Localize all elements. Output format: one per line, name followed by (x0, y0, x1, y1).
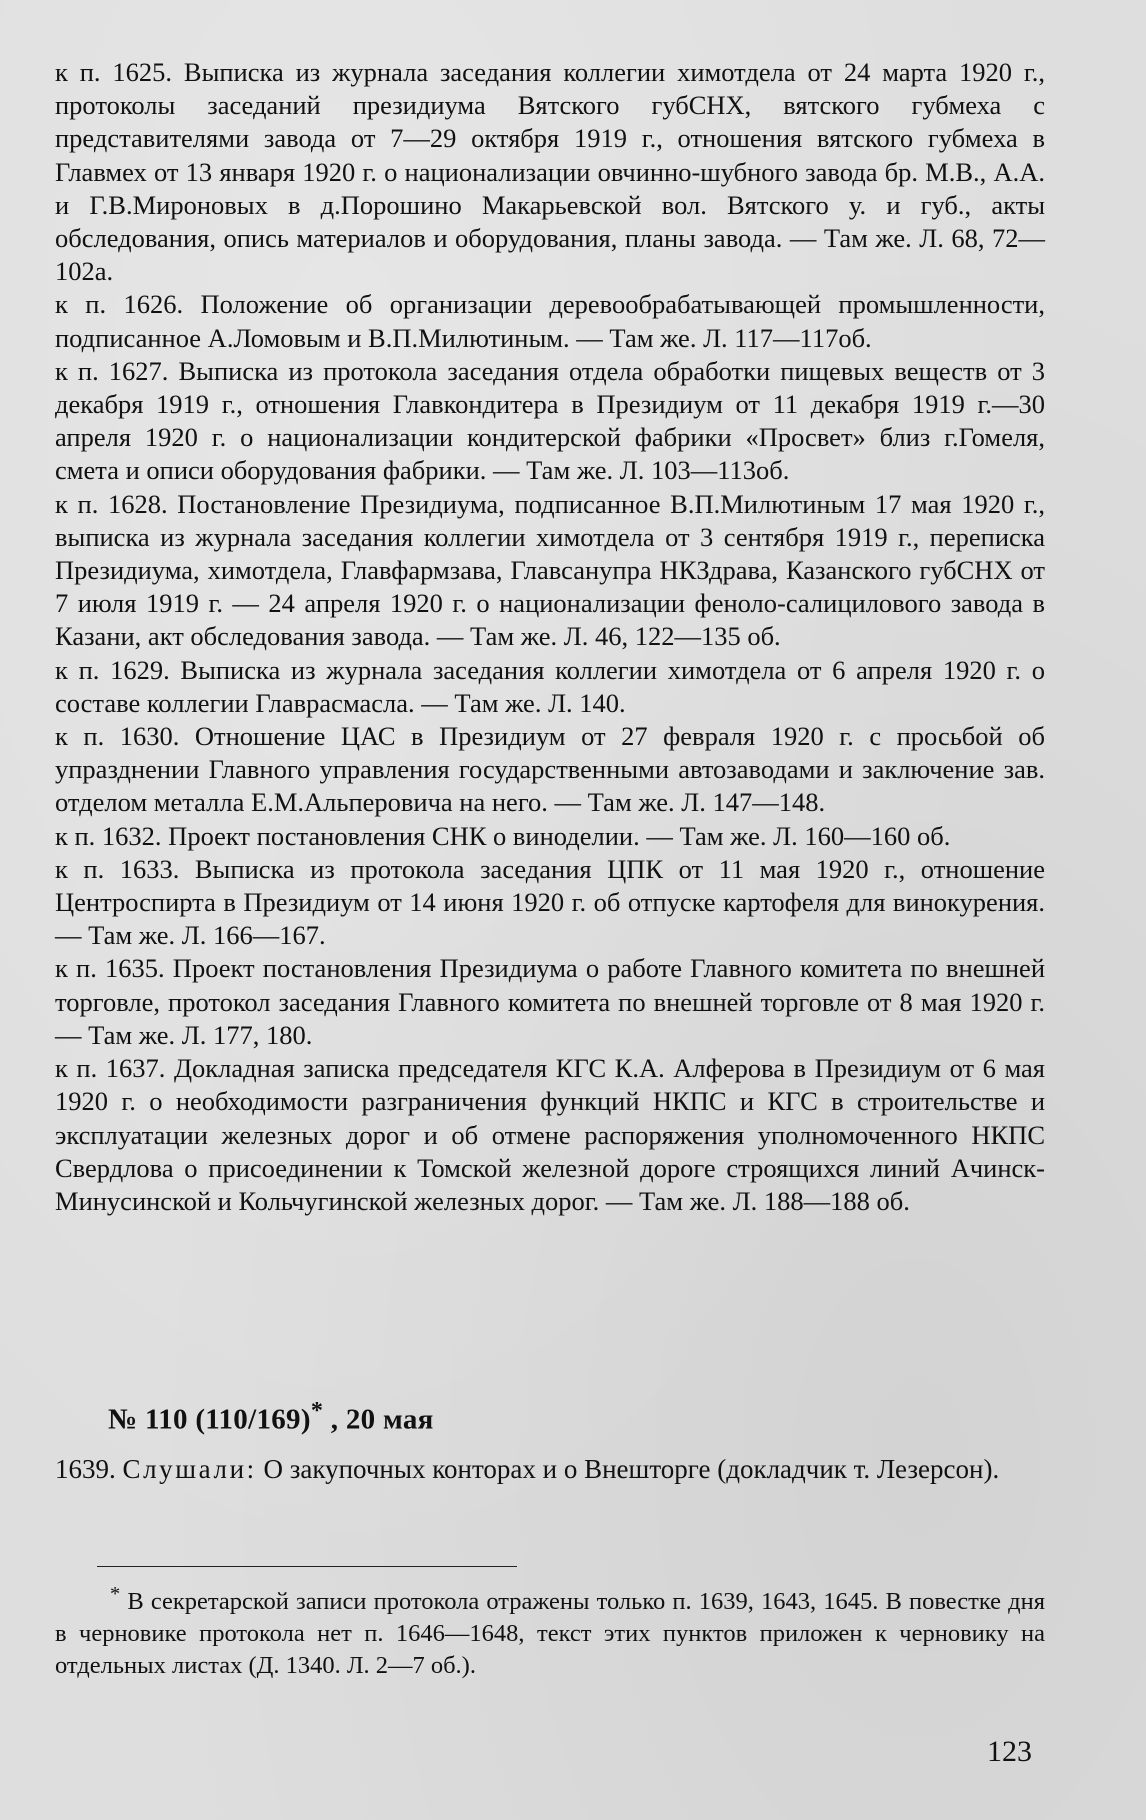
reference-entry-1627: к п. 1627. Выписка из протокола заседания отдела обработки пищевых веществ от 3 декабря 1919 г., отношения Главкондитера в Президиум от 11 декабря 1919 г.—30 апреля 1920 г. о национализации кондитерской фабрики «Просвет» близ г.Гомеля, смета и описи оборудования фабрики. — Там же. Л. 103—113об. (55, 355, 1045, 486)
reference-entry-1633: к п. 1633. Выписка из протокола заседания ЦПК от 11 мая 1920 г., отношение Центроспирта в Президиум от 14 июня 1920 г. об отпуске картофеля для винокурения. — Там же. Л. 166—167. (55, 853, 1045, 951)
reference-entry-1628: к п. 1628. Постановление Президиума, подписанное В.П.Милютиным 17 мая 1920 г., выписка из журнала заседания коллегии химотдела от 3 сентября 1919 г., переписка Президиума, химотдела, Главфармзава, Главсанупра НКЗдрава, Казанского губСНХ от 7 июля 1919 г. — 24 апреля 1920 г. о национализации феноло-салицилового завода в Казани, акт обследования завода. — Там же. Л. 46, 122—135 об. (55, 488, 1045, 652)
session-number: № 110 (110/169) (108, 1403, 311, 1436)
reference-entry-1630: к п. 1630. Отношение ЦАС в Президиум от 27 февраля 1920 г. с просьбой об упразднении Главного управления государственными автозаводами и заключение зав. отделом металла Е.М.Альперовича на него. — Там же. Л. 147—148. (55, 721, 1045, 818)
reference-entry-1626: к п. 1626. Положение об организации деревообрабатывающей промышленности, подписанное А.Ломовым и В.П.Милютиным. — Там же. Л. 117—117об. (55, 289, 1045, 353)
agenda-item-text: О закупочных конторах и о Внешторге (докладчик т. Лезерсон). (263, 1454, 1000, 1484)
footnote-divider (97, 1566, 517, 1567)
reference-entry-1629: к п. 1629. Выписка из журнала заседания коллегии химотдела от 6 апреля 1920 г. о составе коллегии Главрасмасла. — Там же. Л. 140. (55, 654, 1045, 718)
agenda-item-1639 (55, 1452, 1045, 1486)
agenda-item-number: 1639. (55, 1454, 116, 1484)
footnote-marker: * (310, 1397, 324, 1424)
agenda-item-label: Слушали: (122, 1454, 257, 1484)
footnote (55, 1578, 1045, 1682)
reference-entry-1635: к п. 1635. Проект постановления Президиума о работе Главного комитета по внешней торговле, протокол заседания Главного комитета по внешней торговле от 8 мая 1920 г. — Там же. Л. 177, 180. (55, 953, 1045, 1050)
reference-entry-1632: к п. 1632. Проект постановления СНК о виноделии. — Там же. Л. 160—160 об. (55, 820, 951, 851)
archival-references (55, 56, 1045, 1218)
reference-entry-1625: к п. 1625. Выписка из журнала заседания коллегии химотдела от 24 марта 1920 г., протоколы заседаний президиума Вятского губСНХ, вятского губмеха с представителями завода от 7—29 октября 1919 г., отношения вятского губмеха в Главмех от 13 января 1920 г. о национализации овчинно-шубного завода бр. М.В., А.А. и Г.В.Мироновых в д.Порошино Макарьевской вол. Вятского у. и губ., акты обследования, опись материалов и оборудования, планы завода. — Там же. Л. 68, 72—102а. (55, 57, 1045, 287)
session-date: , 20 мая (330, 1403, 434, 1436)
session-heading (108, 1397, 434, 1437)
reference-entry-1637: к п. 1637. Докладная записка председателя КГС К.А. Алферова в Президиум от 6 мая 1920 г. о необходимости разграничения функций НКПС и КГС в строительстве и эксплуатации железных дорог и об отмене распоряжения уполномоченного НКПС Свердлова о присоединении к Томской железной дороге строящихся линий Ачинск-Минусинской и Кольчугинской железных дорог. — Там же. Л. 188—188 об. (55, 1053, 1045, 1216)
page-number: 123 (987, 1735, 1032, 1768)
footnote-asterisk: * (110, 1583, 121, 1605)
footnote-text: В секретарской записи протокола отражены только п. 1639, 1643, 1645. В повестке дня в черновике протокола нет п. 1646—1648, текст этих пунктов приложен к черновику на отдельных листах (Д. 1340. Л. 2—7 об.). (55, 1588, 1046, 1680)
